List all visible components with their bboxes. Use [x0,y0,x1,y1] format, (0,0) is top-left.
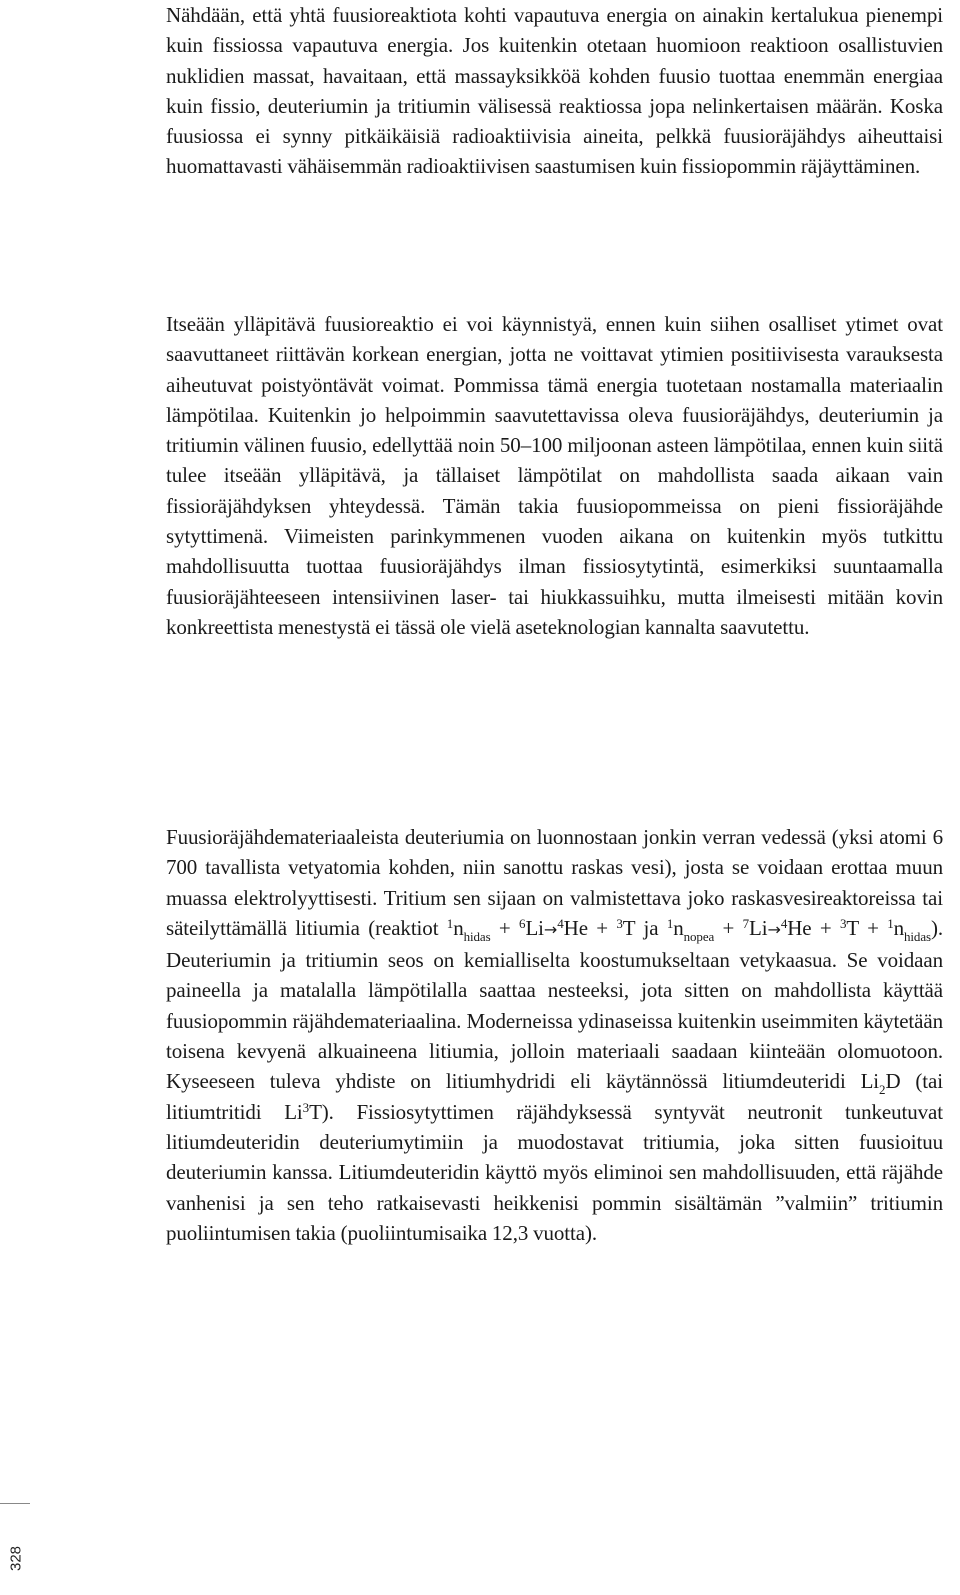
text-run: He + [563,915,617,940]
paragraph-fusion-energy: Nähdään, että yhtä fuusioreaktiota kohti vapautuva energia on ainakin kertalukua pienempi kuin fissiossa vapautuva energia. Jos kuitenkin otetaan huomioon reaktioon osallistuvien nuklidien massat, havaitaan, että massayksikköä kohden fuusio tuottaa enemmän energiaa kuin fissio, deuteriumin ja tritiumin välisessä reaktiossa jopa nelinkertaisen määrän. Koska fuusiossa ei synny pitkäikäisiä radioaktiivisia aineita, pelkkä fuusioräjähdys aiheuttaisi huomattavasti vähäisemmän radioaktiivisen saastumisen kuin fissiopommin räjäyttäminen. [166,3,943,179]
subscript-label: nopea [683,928,715,944]
mass-number: 4 [557,915,564,931]
mass-number: 1 [887,915,894,931]
text-run: n [673,915,684,940]
page-number-tab [0,1520,30,1595]
mass-number: 4 [780,915,788,931]
text-run: n [893,915,905,940]
reaction-arrow-icon: → [767,919,781,939]
page-number-rule [0,1503,30,1504]
text-run: + [714,915,743,940]
mass-number: 3 [616,915,623,931]
text-run: He + [787,915,840,940]
mass-number: 1 [446,915,454,931]
mass-number: 3 [839,915,847,931]
text-run: Li [749,915,768,940]
subscript-label: hidas [904,928,931,944]
text-run: T + [846,915,888,940]
text-run: n [453,915,464,940]
paragraph-fusion-ignition: Itseään ylläpitävä fuusioreaktio ei voi käynnistyä, ennen kuin siihen osalliset ytimet ovat saavuttaneet riittävän korkean energian, jotta ne voittavat ytimien positiivisesta varauksesta aiheutuvat poistyöntävät voimat. Pommissa tämä energia tuotetaan nostamalla materiaalin lämpötilaa. Kuitenkin jo helpoimmin saavutettavissa oleva fuusioräjähdys, deuteriumin ja tritiumin välinen fuusio, edellyttää noin 50–100 miljoonan asteen lämpötilaa, ennen kuin siitä tulee itseään ylläpitävä, ja tällaiset lämpötilat on mahdollista saada aikaan vain fissioräjähdyksen yhteydessä. Tämän takia fuusiopommeissa on pieni fissioräjähde sytyttimenä. Viimeisten parinkymmenen vuoden aikana on kuitenkin myös tutkittu mahdollisuutta tuottaa fuusioräjähdys ilman fissiosytytintä, esimerkiksi suuntaamalla fuusioräjähteeseen intensiivinen laser- tai hiukkassuihku, mutta ilmeisesti mitään kovin konkreettista menestystä ei tässä ole vielä aseteknologian kannalta saavutettu. [166,312,943,639]
page-number: 328 [7,1545,25,1572]
subscript-number: 2 [879,1082,886,1098]
text-run: + [490,915,520,940]
mass-number: 6 [519,915,526,931]
superscript-number: 3 [302,1099,310,1115]
text-run: Li [525,915,544,940]
mass-number: 1 [666,915,674,931]
reaction-arrow-icon: → [543,919,558,939]
text-run: T). Fissiosytyttimen räjähdyksessä syntyvät neutronit tunkeutuvat litiumdeuteridin deuteriumytimiin ja muodostavat tritiumia, joka sitten fuusioituu deuteriumin kanssa. Litiumdeuteridin käyttö myös eliminoi sen mahdollisuuden, että räjähde vanhenisi ja sen teho ratkaisevasti heikkenisi pommin sisältämän ”valmiin” tritiumin puoliintumisen takia (puoliintumisaika 12,3 vuotta). [166,1099,943,1245]
text-run: D (tai litiumtritidi Li [166,1069,943,1124]
subscript-label: hidas [463,928,491,944]
paragraph-fusion-materials [166,822,943,1248]
text-run: Fuusioräjähdemateriaaleista deuteriumia on luonnostaan jonkin verran vedessä (yksi atomi 6 700 tavallista vetyatomia kohden, niin sanottu raskas vesi), josta se voidaan erottaa muun muassa elektrolyyttisesti. Tritium sen sijaan on valmistettava joko raskasvesireaktoreissa tai säteilyttämällä litiumia (reaktiot [166,825,943,940]
text-run: T ja [622,915,667,940]
mass-number: 7 [742,915,750,931]
text-run: ). Deuteriumin ja tritiumin seos on kemialliselta koostumukseltaan vetykaasua. Se voidaan paineella ja matalalla lämpötilalla saattaa nesteeksi, jota sitten on mahdollista käyttää fuusiopommin räjähdemateriaalina. Moderneissa ydinaseissa kuitenkin useimmiten käytetään toisena kevyenä alkuaineena litiumia, jolloin materiaali saadaan kiinteään olomuotoon. Kyseeseen tuleva yhdiste on litiumhydridi eli käytännössä litiumdeuteridi Li [166,915,944,1094]
